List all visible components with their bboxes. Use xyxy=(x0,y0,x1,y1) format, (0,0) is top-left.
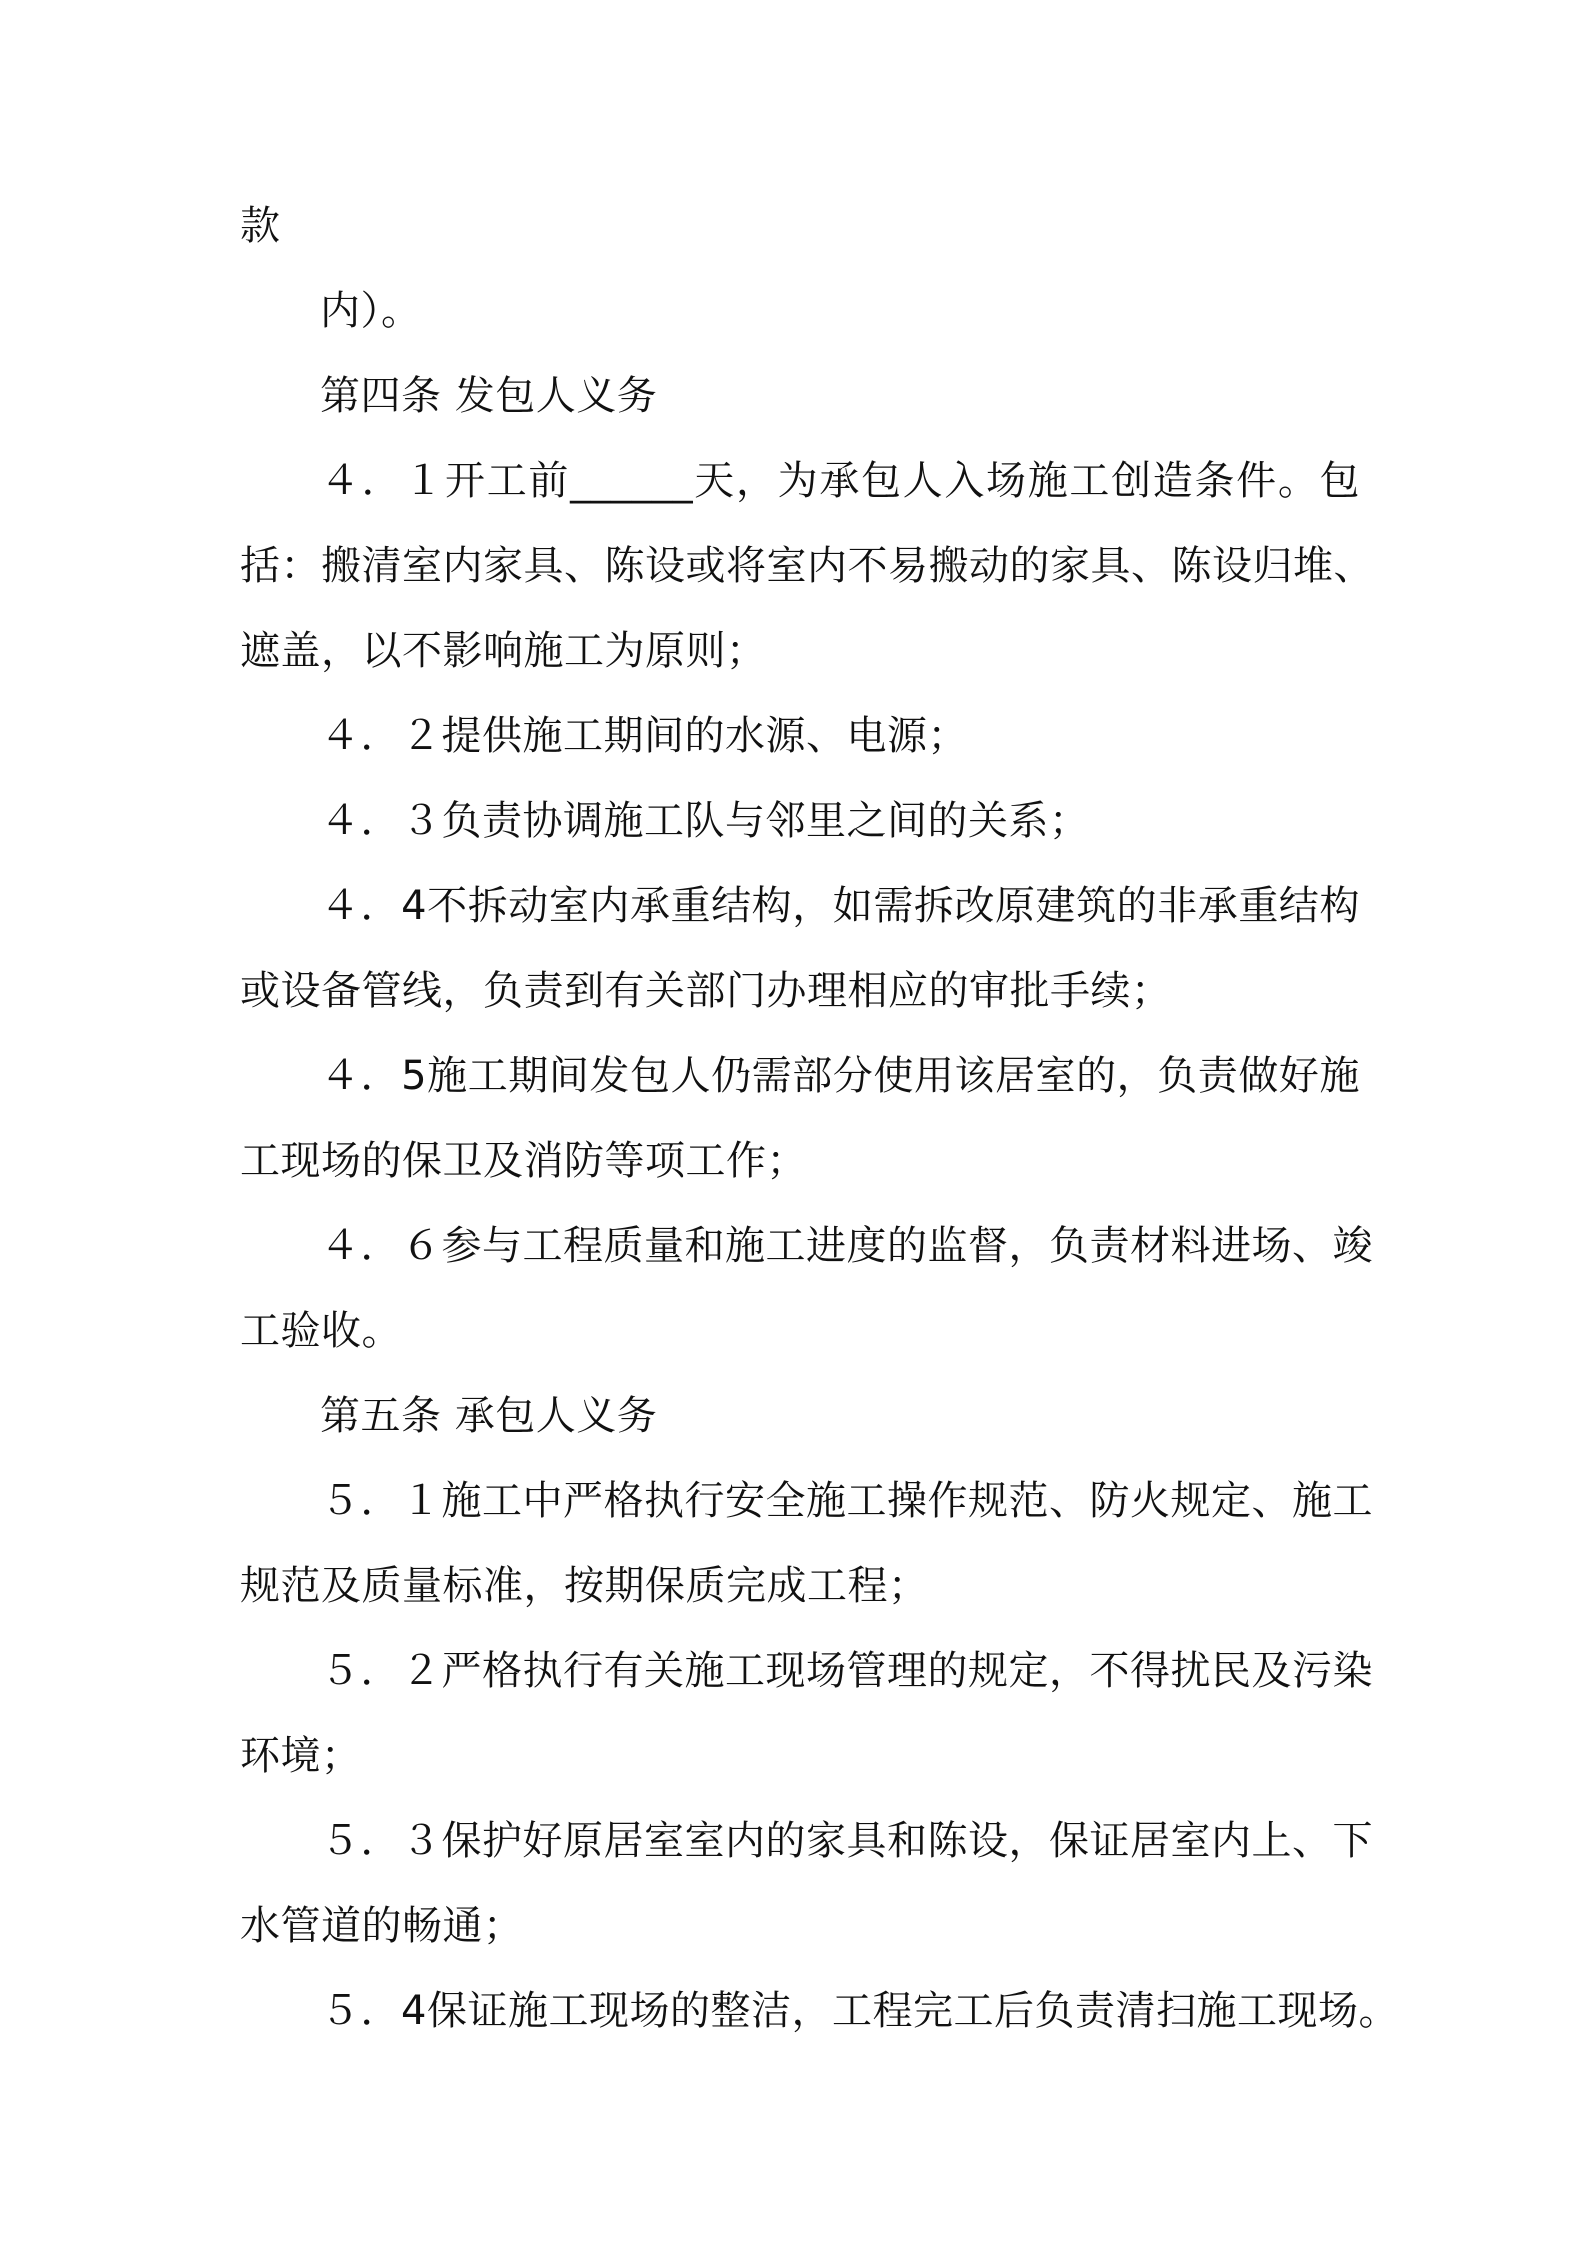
clause-5-1-line-1: ５．１施工中严格执行安全施工操作规范、防火规定、施工 xyxy=(320,1478,1373,1524)
clause-4-6-line-2: 工验收。 xyxy=(240,1308,402,1354)
clause-5-2-line-2: 环境； xyxy=(240,1733,362,1779)
clause-4-4-line-2: 或设备管线，负责到有关部门办理相应的审批手续； xyxy=(240,968,1172,1014)
clause-4-4-line-1: ４．4不拆动室内承重结构，如需拆改原建筑的非承重结构 xyxy=(320,883,1360,929)
clause-5-3-line-2: 水管道的畅通； xyxy=(240,1903,524,1949)
clause-4-3: ４．３负责协调施工队与邻里之间的关系； xyxy=(320,798,1090,844)
clause-4-2: ４．２提供施工期间的水源、电源； xyxy=(320,713,968,759)
article-4-heading: 第四条 发包人义务 xyxy=(320,373,658,419)
clause-4-6-line-1: ４．６参与工程质量和施工进度的监督，负责材料进场、竣 xyxy=(320,1223,1373,1269)
clause-4-1-line-2: 括：搬清室内家具、陈设或将室内不易搬动的家具、陈设归堆、 xyxy=(240,543,1374,589)
clause-4-1-line-1: ４．１开工前______天，为承包人入场施工创造条件。包 xyxy=(320,458,1360,504)
clause-5-2-line-1: ５．２严格执行有关施工现场管理的规定，不得扰民及污染 xyxy=(320,1648,1373,1694)
clause-5-1-line-2: 规范及质量标准，按期保质完成工程； xyxy=(240,1563,929,1609)
clause-5-4: ５．4保证施工现场的整洁，工程完工后负责清扫施工现场。 xyxy=(320,1988,1399,2034)
clause-5-3-line-1: ５．３保护好原居室室内的家具和陈设，保证居室内上、下 xyxy=(320,1818,1373,1864)
text-line-continuation: 款 xyxy=(240,203,281,249)
article-5-heading: 第五条 承包人义务 xyxy=(320,1393,658,1439)
text-line-continuation-end: 内）。 xyxy=(320,288,422,334)
clause-4-1-line-3: 遮盖，以不影响施工为原则； xyxy=(240,628,767,674)
clause-4-5-line-2: 工现场的保卫及消防等项工作； xyxy=(240,1138,807,1184)
clause-4-5-line-1: ４．5施工期间发包人仍需部分使用该居室的，负责做好施 xyxy=(320,1053,1360,1099)
